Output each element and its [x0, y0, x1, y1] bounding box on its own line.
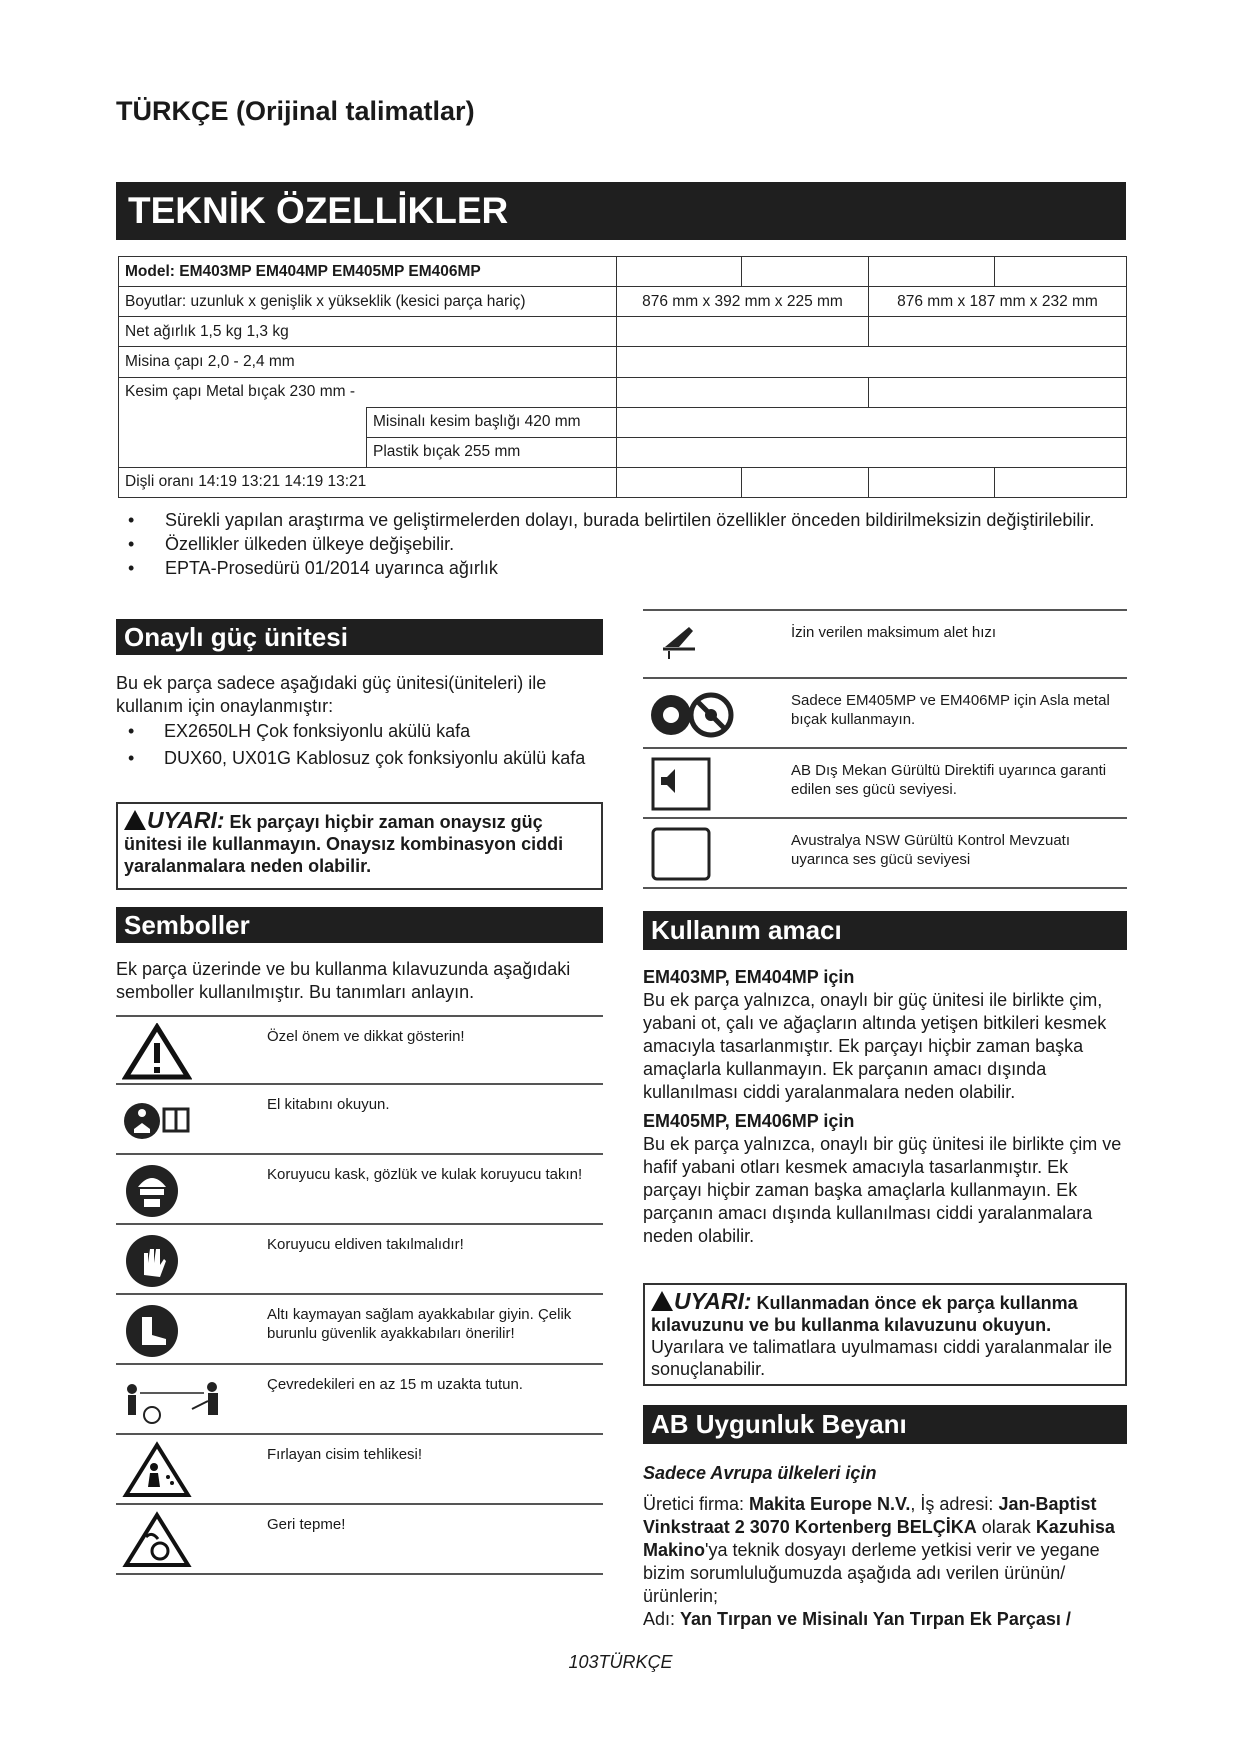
spec-table — [118, 256, 1126, 498]
eu-subtitle: Sadece Avrupa ülkeleri için — [643, 1463, 877, 1483]
warning-triangle-icon — [651, 1291, 673, 1311]
spec-nylon-head: Misinalı kesim başlığı 420 mm — [367, 407, 617, 437]
tech-specs-title: TEKNİK ÖZELLİKLER — [116, 182, 1126, 240]
approved-title: Onaylı güç ünitesi — [116, 619, 603, 655]
symbols-title: Semboller — [116, 907, 603, 943]
eu-text: , İş adresi: — [910, 1494, 999, 1514]
eu-text: olarak — [976, 1517, 1036, 1537]
symbol-row — [643, 609, 1127, 679]
symbol-description: Koruyucu eldiven takılmalıdır! — [267, 1236, 464, 1253]
eu-company: Makita Europe N.V. — [749, 1494, 911, 1514]
eu-address: Jan-Baptist Vinkstraat 2 3070 Kortenberg BELÇİKA — [643, 1494, 1097, 1537]
eu-title: AB Uygunluk Beyanı — [643, 1405, 1127, 1444]
symbol-row — [116, 1435, 603, 1505]
symbol-row — [643, 819, 1127, 889]
warning-triangle-icon — [124, 810, 146, 830]
symbol-row — [116, 1015, 603, 1085]
warning-text: Kullanmadan önce ek parça kullanma kılavuzunu ve bu kullanma kılavuzunu okuyun. — [651, 1293, 1078, 1335]
eu-body — [643, 1462, 1128, 1631]
symbol-description: El kitabını okuyun. — [267, 1096, 390, 1113]
symbol-row — [116, 1155, 603, 1225]
approved-warning — [116, 802, 603, 890]
symbol-row — [116, 1295, 603, 1365]
no-metal-blade-icon — [649, 685, 739, 743]
symbol-description: Avustralya NSW Gürültü Kontrol Mevzuatı uyarınca ses gücü seviyesi — [791, 832, 1070, 868]
intended-use-p2: Bu ek parça yalnızca, onaylı bir güç ünitesi ile birlikte çim ve hafif yabani otları kesmek amacıyla tasarlanmıştır. Ek parçayı hiçbir zaman başka amaçlarla kullanmayın. Ek parçanın amacı dışında kullanılması ciddi yaralanmalara neden olabilir. — [643, 1134, 1122, 1246]
symbols-intro: Ek parça üzerinde ve bu kullanma kılavuzunda aşağıdaki semboller kullanılmıştır. Bu tanımları anlayın. — [116, 959, 571, 1002]
kickback-icon — [122, 1511, 192, 1569]
spec-dim-a: 876 mm x 392 mm x 225 mm — [617, 287, 869, 317]
symbol-row — [116, 1225, 603, 1295]
intended-use-warning — [643, 1283, 1127, 1386]
warning-plain-text: Uyarılara ve talimatlara uyulmaması ciddi yaralanmalar ile sonuçlanabilir. — [651, 1337, 1113, 1379]
warning-word: UYARI: — [147, 807, 225, 833]
symbol-description: Çevredekileri en az 15 m uzakta tutun. — [267, 1376, 523, 1393]
spec-dim-b: 876 mm x 187 mm x 232 mm — [869, 287, 1127, 317]
max-speed-icon — [649, 617, 719, 675]
symbol-description: Koruyucu kask, gözlük ve kulak koruyucu takın! — [267, 1166, 583, 1183]
symbol-description: Altı kaymayan sağlam ayakkabılar giyin. Çelik burunlu güvenlik ayakkabıları önerilir! — [267, 1306, 572, 1342]
eu-person: Kazuhisa Makino — [643, 1517, 1115, 1560]
intended-use-h2: EM405MP, EM406MP için — [643, 1111, 855, 1131]
spec-gear-ratio: Dişli oranı 14:19 13:21 14:19 13:21 — [119, 467, 617, 497]
symbol-row — [116, 1505, 603, 1575]
helmet-goggles-ear-icon — [122, 1161, 192, 1219]
symbol-description: Fırlayan cisim tehlikesi! — [267, 1446, 423, 1463]
symbol-description: Geri tepme! — [267, 1516, 346, 1533]
note-item: • Sürekli yapılan araştırma ve geliştirmelerden dolayı, burada belirtilen özellikler önceden bildirilmeksizin değiştirilebilir. — [116, 509, 1116, 531]
warning-word: UYARI: — [674, 1288, 752, 1314]
page-heading: TÜRKÇE (Orijinal talimatlar) — [116, 96, 475, 126]
spec-dim-label: Boyutlar: uzunluk x genişlik x yükseklik (kesici parça hariç) — [119, 287, 617, 317]
symbol-description: Özel önem ve dikkat gösterin! — [267, 1028, 465, 1045]
approved-item: • DUX60, UX01G Kablosuz çok fonksiyonlu akülü kafa — [116, 747, 606, 770]
intended-use-h1: EM403MP, EM404MP için — [643, 967, 855, 987]
flying-objects-icon — [122, 1441, 192, 1499]
spec-line-dia: Misina çapı 2,0 - 2,4 mm — [119, 347, 617, 377]
eu-name-value: Yan Tırpan ve Misinalı Yan Tırpan Ek Parçası / — [680, 1609, 1071, 1629]
page-footer: 103TÜRKÇE — [568, 1652, 673, 1672]
keep-distance-icon — [122, 1371, 232, 1429]
note-item: • EPTA-Prosedürü 01/2014 uyarınca ağırlık — [116, 557, 1116, 579]
read-manual-icon — [122, 1091, 192, 1149]
symbol-row — [116, 1365, 603, 1435]
spec-model-row: Model: EM403MP EM404MP EM405MP EM406MP — [119, 257, 617, 287]
eu-text: Üretici firma: — [643, 1494, 750, 1514]
spec-weight: Net ağırlık 1,5 kg 1,3 kg — [119, 317, 617, 347]
eu-name-label: Adı: — [643, 1609, 681, 1629]
eu-noise-icon — [649, 755, 719, 813]
approved-item: • EX2650LH Çok fonksiyonlu akülü kafa — [116, 720, 606, 743]
warning-triangle-icon — [122, 1023, 192, 1081]
note-item: • Özellikler ülkeden ülkeye değişebilir. — [116, 533, 1116, 555]
symbol-row — [643, 749, 1127, 819]
approved-block — [116, 672, 606, 770]
spec-cut-dia: Kesim çapı Metal bıçak 230 mm - — [119, 377, 617, 407]
symbol-row — [116, 1085, 603, 1155]
intended-use-p1: Bu ek parça yalnızca, onaylı bir güç ünitesi ile birlikte çim, yabani ot, çalı ve ağaçların altında yetişen bitkileri kesmek amacıyla tasarlanmıştır. Ek parçayı hiçbir zaman başka amaçlarla kullanmayın. Ek parçanın amacı dışında kullanılması ciddi yaralanmalara neden olabilir. — [643, 990, 1107, 1102]
intended-use-body — [643, 966, 1128, 1248]
symbol-row — [643, 679, 1127, 749]
symbol-description: AB Dış Mekan Gürültü Direktifi uyarınca garanti edilen ses gücü seviyesi. — [791, 762, 1107, 798]
spec-notes — [116, 509, 1116, 581]
symbol-description: İzin verilen maksimum alet hızı — [791, 624, 997, 641]
eu-text: 'ya teknik dosyayı derleme yetkisi verir ve yegane bizim sorumluluğumuzda aşağıda adı verilen ürünün/ürünlerin; — [643, 1540, 1100, 1606]
boots-icon — [122, 1301, 192, 1359]
warning-text: Ek parçayı hiçbir zaman onaysız güç ünitesi ile kullanmayın. Onaysız kombinasyon ciddi yaralanmalara neden olabilir. — [124, 812, 564, 876]
spec-plastic-blade: Plastik bıçak 255 mm — [367, 437, 617, 467]
gloves-icon — [122, 1231, 192, 1289]
symbol-description: Sadece EM405MP ve EM406MP için Asla metal bıçak kullanmayın. — [791, 692, 1110, 728]
nsw-noise-icon — [649, 825, 719, 883]
approved-intro: Bu ek parça sadece aşağıdaki güç ünitesi(üniteleri) ile kullanım için onaylanmıştır: — [116, 673, 547, 716]
intended-use-title: Kullanım amacı — [643, 911, 1127, 950]
